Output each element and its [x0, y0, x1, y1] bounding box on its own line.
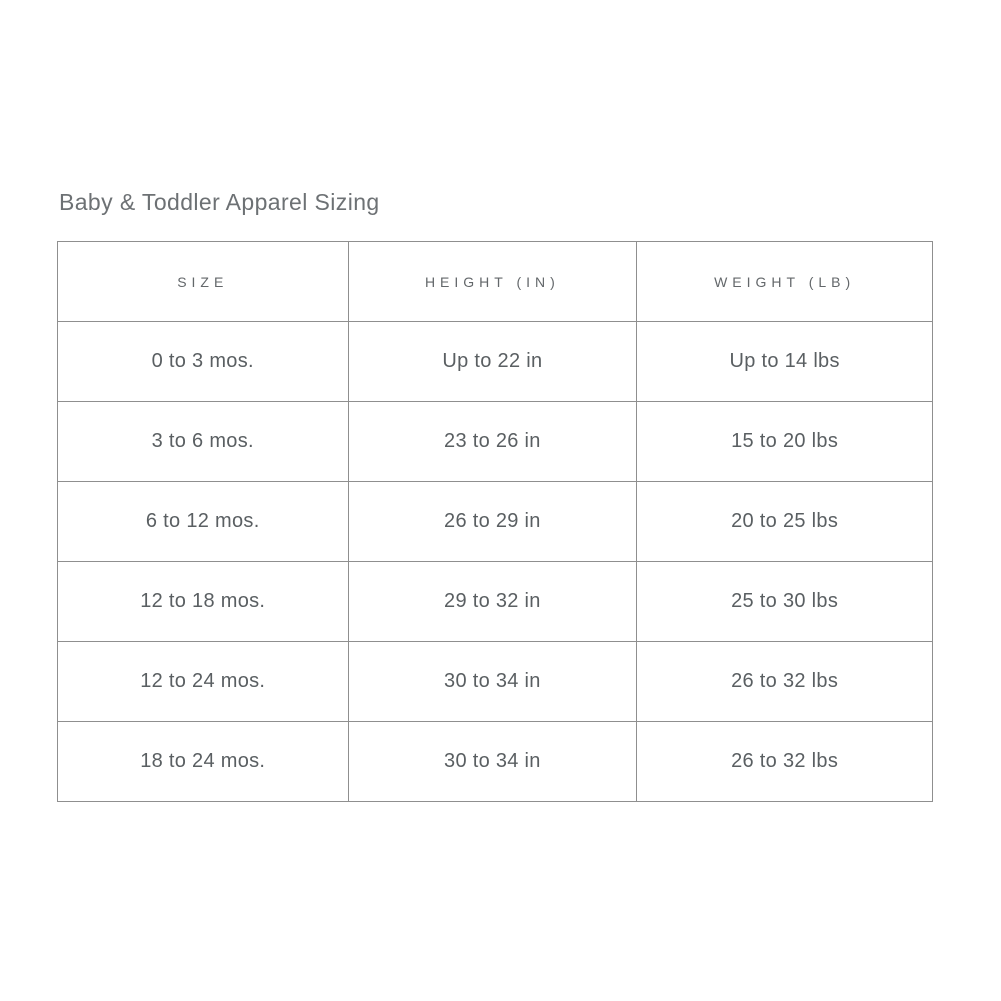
table-cell: 30 to 34 in [348, 722, 637, 802]
table-row [58, 322, 933, 402]
table-body [58, 322, 933, 802]
table-header-row [58, 242, 933, 322]
table-row [58, 482, 933, 562]
table-cell: Up to 14 lbs [637, 322, 933, 402]
table-row [58, 562, 933, 642]
table-cell: 26 to 32 lbs [637, 642, 933, 722]
table-cell: 6 to 12 mos. [58, 482, 349, 562]
table-cell: 25 to 30 lbs [637, 562, 933, 642]
table-header-cell: SIZE [58, 242, 349, 322]
table-row [58, 642, 933, 722]
table-cell: 26 to 32 lbs [637, 722, 933, 802]
table-cell: 18 to 24 mos. [58, 722, 349, 802]
table-cell: 20 to 25 lbs [637, 482, 933, 562]
table-cell: 0 to 3 mos. [58, 322, 349, 402]
sizing-table [57, 241, 933, 802]
table-cell: 23 to 26 in [348, 402, 637, 482]
table-cell: 30 to 34 in [348, 642, 637, 722]
table-header-cell: WEIGHT (LB) [637, 242, 933, 322]
table-header [58, 242, 933, 322]
table-cell: 26 to 29 in [348, 482, 637, 562]
table-cell: 12 to 18 mos. [58, 562, 349, 642]
table-header-cell: HEIGHT (IN) [348, 242, 637, 322]
table-cell: Up to 22 in [348, 322, 637, 402]
table-row [58, 722, 933, 802]
table-cell: 3 to 6 mos. [58, 402, 349, 482]
page-title: Baby & Toddler Apparel Sizing [59, 189, 380, 215]
table-cell: 15 to 20 lbs [637, 402, 933, 482]
table-cell: 29 to 32 in [348, 562, 637, 642]
table-cell: 12 to 24 mos. [58, 642, 349, 722]
table-row [58, 402, 933, 482]
